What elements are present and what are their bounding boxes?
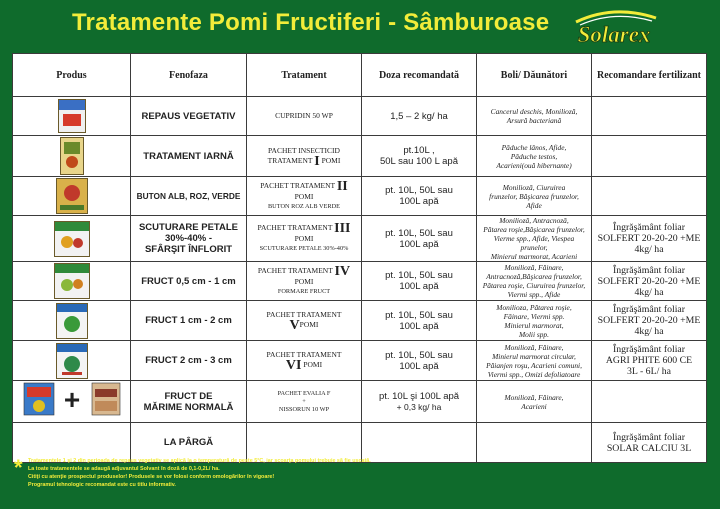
product-image-cell [13,136,131,177]
recomandare-line: SOLFERT 20-20-20 +ME [597,233,701,244]
tratament-cell [247,177,362,216]
boli-line: Monilioză, Făinare, [504,342,564,352]
footer-text [28,457,371,489]
recomandare-cell [592,216,707,262]
boli-cell [477,262,592,301]
doza-cell [362,262,477,301]
doza-line: pt. 10L, 50L sau [385,185,453,196]
doza-cell [362,136,477,177]
solarex-logo [566,6,662,48]
product-image-cell [13,97,131,136]
table-row [13,177,707,216]
doza-cell [362,341,477,381]
tratament-suffix: POMI [294,276,314,286]
boli-line: Pătarea roşie, Ciuruirea frunzelor, [482,281,586,290]
product-package-icon [58,99,86,133]
logo-text: Solarex [577,22,651,47]
tratament-roman-numeral: I [314,153,320,169]
recomandare-line: Îngrăşământ foliar [612,304,686,315]
tratament-plus: + [302,397,306,405]
fenofaza-line: SFÂRŞIT ÎNFLORIT [144,244,233,255]
fenofaza-cell: FRUCT 2 cm - 3 cm [131,341,247,381]
recomandare-cell [592,136,707,177]
recomandare-cell [592,341,707,381]
boli-line: Minierul marmorat, Acarieni [490,252,578,261]
fenofaza-line: SCUTURARE PETALE [138,222,239,233]
doza-line: pt. 10L şi 100L apă [378,390,460,402]
recomandare-line: Îngrăşământ foliar [612,222,686,233]
tratament-suffix: POMI [321,155,341,165]
boli-line: Acarieni [521,401,547,411]
doza-line: 100L apă [399,320,439,332]
table-row [13,301,707,341]
tratament-prefix: PACHET TRATAMENT [257,265,333,275]
recomandare-cell [592,177,707,216]
doza-line: 100L apă [399,360,439,372]
doza-line: pt. 10L, 50L sau [385,349,453,361]
tratament-subtitle: BUTON ROZ ALB VERDE [267,202,340,210]
boli-line: Viermi spp., Omizi defoliatoare [487,369,581,379]
boli-cell [477,423,592,463]
tratament-suffix: POMI [303,360,323,369]
doza-line: pt. 10L, 50L sau [385,227,453,239]
product-package-icon [56,178,88,214]
doza-line: pt. 10L, 50L sau [385,309,453,321]
product-image-cell [13,341,131,381]
tratament-roman-numeral: IV [334,263,351,279]
table-row [13,381,707,423]
recomandare-line: AGRI PHITE 600 CE [605,355,693,366]
doza-cell [362,301,477,341]
tratament-line: PACHET TRATAMENT [266,350,342,359]
doza-cell [362,97,477,136]
product-package-icon [54,263,90,299]
boli-cell [477,216,592,262]
boli-line: Păianjen roşu, Acarieni comuni, [486,360,582,370]
recomandare-cell [592,97,707,136]
boli-cell [477,136,592,177]
boli-line: Afide [526,200,542,210]
boli-line: Păduche testos, [510,151,558,161]
boli-cell [477,381,592,423]
boli-line: frunzelor, Băşicarea frunzelor, [489,191,579,201]
tratament-line: PACHET TRATAMENT [266,310,342,319]
tratament-roman-numeral: V [289,318,300,333]
fenofaza-cell: FRUCT 1 cm - 2 cm [131,301,247,341]
recomandare-cell [592,301,707,341]
recomandare-cell [592,423,707,463]
boli-line: Făinare, Viermi spp. [503,311,565,321]
header-row [13,54,707,97]
boli-line: Monilioză, Ciuruirea [502,182,566,192]
col-header-recomandare: Recomandare fertilizant [592,54,707,97]
boli-line: Antracnoză,Băşicarea frunzelor, [486,272,582,281]
table-row [13,341,707,381]
fenofaza-cell: LA PÂRGĂ [131,423,247,463]
tratament-cell [247,136,362,177]
col-header-doza: Doza recomandată [362,54,477,97]
boli-cell [477,301,592,341]
tratament-cell [247,341,362,381]
tratament-roman-numeral: II [336,178,348,194]
boli-line: Vierme spp., Afide, Viespea prunelor, [493,234,575,252]
fenofaza-cell: REPAUS VEGETATIV [131,97,247,136]
boli-line: Monilioză, Făinare, [504,392,564,402]
fenofaza-cell: BUTON ALB, ROZ, VERDE [131,177,247,216]
product-image-cell [13,301,131,341]
doza-cell [362,381,477,423]
doza-cell [362,177,477,216]
recomandare-line: Îngrăşământ foliar [612,431,686,443]
recomandare-line: SOLFERT 20-20-20 +ME [597,315,701,326]
col-header-boli: Boli/ Dăunători [477,54,592,97]
plus-sign: + [63,384,81,415]
tratament-prefix: TRATAMENT [267,155,313,165]
product-image-cell [13,216,131,262]
table-row [13,136,707,177]
fenofaza-line: 30%-40% - [165,233,212,244]
boli-line: Acarieni(ouă hibernante) [496,160,572,170]
doza-line: pt. 10L, 50L sau [385,270,453,281]
product-image-cell [13,262,131,301]
recomandare-line: SOLAR CALCIU 3L [606,442,692,454]
tratament-line: NISSORUN 10 WP [278,405,330,413]
recomandare-line: Îngrăşământ foliar [612,264,686,276]
recomandare-line: SOLFERT 20-20-20 +ME [597,275,701,287]
tratament-prefix: PACHET TRATAMENT [257,223,333,232]
fenofaza-line: MĂRIME NORMALĂ [143,401,234,413]
treatment-table [12,53,707,463]
fenofaza-cell: TRATAMENT IARNĂ [131,136,247,177]
recomandare-line: Îngrăşământ foliar [612,344,686,355]
tratament-prefix: PACHET TRATAMENT [260,180,335,190]
tratament-suffix: POMI [294,234,314,243]
boli-cell [477,97,592,136]
footer-note: Programul tehnologic recomandat este cu titlu informativ. [28,482,176,488]
doza-line: 100L apă [399,238,439,250]
doza-line: 100L apă [399,281,439,292]
fenofaza-line: FRUCT DE [164,390,213,402]
tratament-cell [247,262,362,301]
boli-line: Molii spp. [519,329,549,339]
recomandare-line: 4kg/ ha [634,244,664,255]
boli-cell [477,341,592,381]
boli-line: Minierul marmorat, [504,320,564,330]
product-package-icon [56,343,88,379]
doza-line: 50L sau 100 L apă [379,156,458,167]
tratament-line: PACHET INSECTICID [268,145,340,155]
tratament-cell [247,301,362,341]
recomandare-cell [592,262,707,301]
tratament-subtitle: FORMARE FRUCT [277,287,331,295]
tratament-line: CUPRIDIN 50 WP [275,111,333,120]
boli-line: Păduche lânos, Afide, [501,142,567,152]
tratament-cell [247,216,362,262]
product-image-cell [13,381,131,423]
tratament-roman-numeral: III [334,221,351,236]
boli-line: Arsură bacteriană [506,116,562,125]
recomandare-cell [592,381,707,423]
asterisk-icon: * [14,455,23,480]
boli-line: Monilioză, Făinare, [504,263,564,272]
boli-line: Monilioză, Antracnoză, [499,216,569,225]
table-row [13,97,707,136]
boli-line: Pătarea roşie,Băşicarea frunzelor, [483,225,585,234]
table-row [13,216,707,262]
col-header-produs: Produs [13,54,131,97]
product-package-icon [56,303,88,339]
tratament-suffix: POMI [299,320,319,329]
boli-line: Minierul marmorat circular, [492,351,576,361]
boli-line: Monilioza, Pătarea roşie, [496,302,572,312]
tratament-line: PACHET EVALIA F [277,389,331,397]
boli-line: Viermi spp., Afide [507,290,561,299]
recomandare-line: 4kg/ ha [634,286,664,298]
recomandare-line: 4kg/ ha [634,326,664,337]
col-header-tratament: Tratament [247,54,362,97]
footer-note: La toate tratamentele se adaugă adjuvantul Solvant în doză de 0,1-0,2L/ ha. [28,466,220,472]
fenofaza-cell [131,216,247,262]
doza-line: 1,5 – 2 kg/ ha [390,110,448,122]
doza-line: 100L apă [399,196,439,207]
page-title: Tratamente Pomi Fructiferi - Sâmburoase [72,9,550,36]
product-image-cell [13,177,131,216]
product-pair-icon [16,381,128,417]
fenofaza-cell: FRUCT 0,5 cm - 1 cm [131,262,247,301]
footer-note: Tratamentele 1 şi 2 din perioada de repaus vegetativ se aplică la o temperatură de peste 5°C, iar scoarţa pomului trebuie să fie uscată. [28,458,371,464]
tratament-cell [247,381,362,423]
header [0,0,720,52]
boli-cell [477,177,592,216]
recomandare-line: 3L - 6L/ ha [627,366,671,377]
footer-note: Citiţi cu atenţie prospectul produselor! Produsele se vor folosi conform omologărilor în vigoare! [28,474,275,480]
tratament-suffix: POMI [294,191,314,201]
doza-cell [362,216,477,262]
boli-line: Cancerul deschis, Monilioză, [490,107,578,116]
col-header-fenofaza: Fenofaza [131,54,247,97]
fenofaza-cell [131,381,247,423]
doza-line: + 0,3 kg/ ha [396,401,442,412]
doza-cell [362,423,477,463]
tratament-subtitle: SCUTURARE PETALE 30%-40% [259,245,349,252]
doza-line: pt.10L , [403,145,435,156]
product-package-icon [54,221,90,257]
table-row [13,262,707,301]
tratament-roman-numeral: VI [285,358,302,373]
product-package-icon [60,137,84,175]
tratament-cell [247,97,362,136]
